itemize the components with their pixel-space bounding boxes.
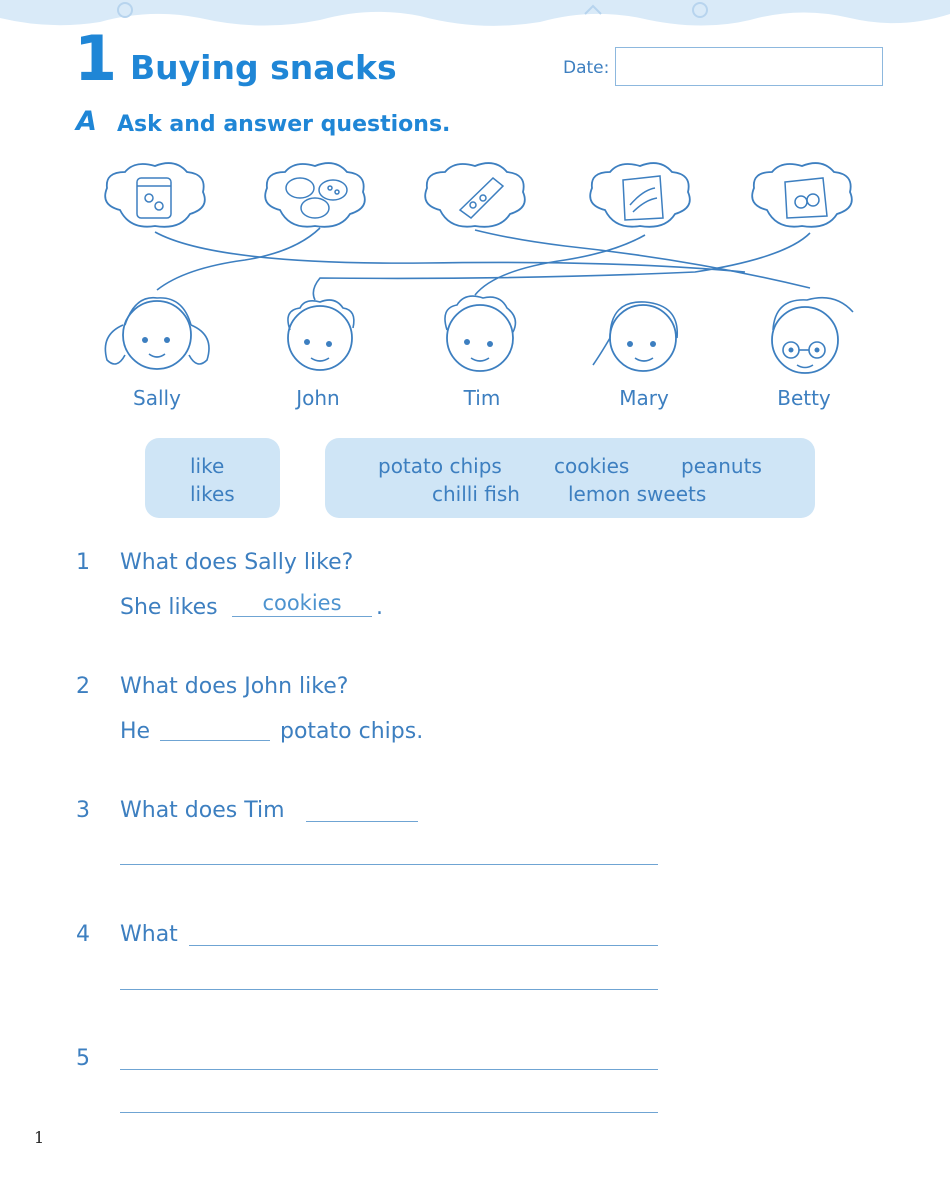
word-peanuts: peanuts [681,454,762,478]
word-lemon-sweets: lemon sweets [568,482,707,506]
question-blank[interactable] [306,821,418,822]
child-name-betty: Betty [777,386,831,410]
question-number: 3 [76,798,90,823]
answer-prefix: He [120,719,151,744]
match-line [155,232,745,272]
question-number: 1 [76,550,90,575]
match-line [475,230,810,288]
date-label: Date: [563,58,610,78]
section-letter: A [76,106,97,137]
word-potato-chips: potato chips [378,454,502,478]
child-name-mary: Mary [619,386,669,410]
answer-line[interactable] [120,1112,658,1113]
child-name-sally: Sally [133,386,181,410]
page-number: 1 [34,1128,45,1147]
answer-blank[interactable] [160,740,270,741]
question-number: 4 [76,922,90,947]
answer-prefix: She likes [120,595,218,620]
date-field[interactable] [615,47,883,86]
word-cookies: cookies [554,454,630,478]
child-face [123,301,838,373]
answer-line[interactable] [120,989,658,990]
section-instruction: Ask and answer questions. [117,112,451,137]
question-number: 2 [76,674,90,699]
question-number: 5 [76,1046,90,1071]
word-likes: likes [190,482,235,506]
child-name-john: John [296,386,340,410]
match-line [157,228,320,290]
word-chilli-fish: chilli fish [432,482,520,506]
question-line[interactable] [120,1069,658,1070]
question-text: What does Tim [120,798,285,823]
verb-word-box [145,438,280,518]
answer-suffix: potato chips. [280,719,424,744]
question-text: What does Sally like? [120,550,354,575]
answer-blank[interactable] [232,616,372,617]
top-wave-band [0,0,950,30]
word-like: like [190,454,225,478]
answer-example: cookies [262,591,342,615]
matching-illustration [95,160,865,385]
child-name-tim: Tim [463,386,501,410]
snack-word-box [325,438,815,518]
question-text: What does John like? [120,674,349,699]
question-text: What [120,922,178,947]
unit-number: 1 [74,22,118,95]
question-blank[interactable] [189,945,658,946]
answer-suffix: . [376,595,383,620]
match-line [313,233,810,300]
snack-bubble [105,163,852,227]
answer-line[interactable] [120,864,658,865]
unit-title: Buying snacks [130,48,397,87]
